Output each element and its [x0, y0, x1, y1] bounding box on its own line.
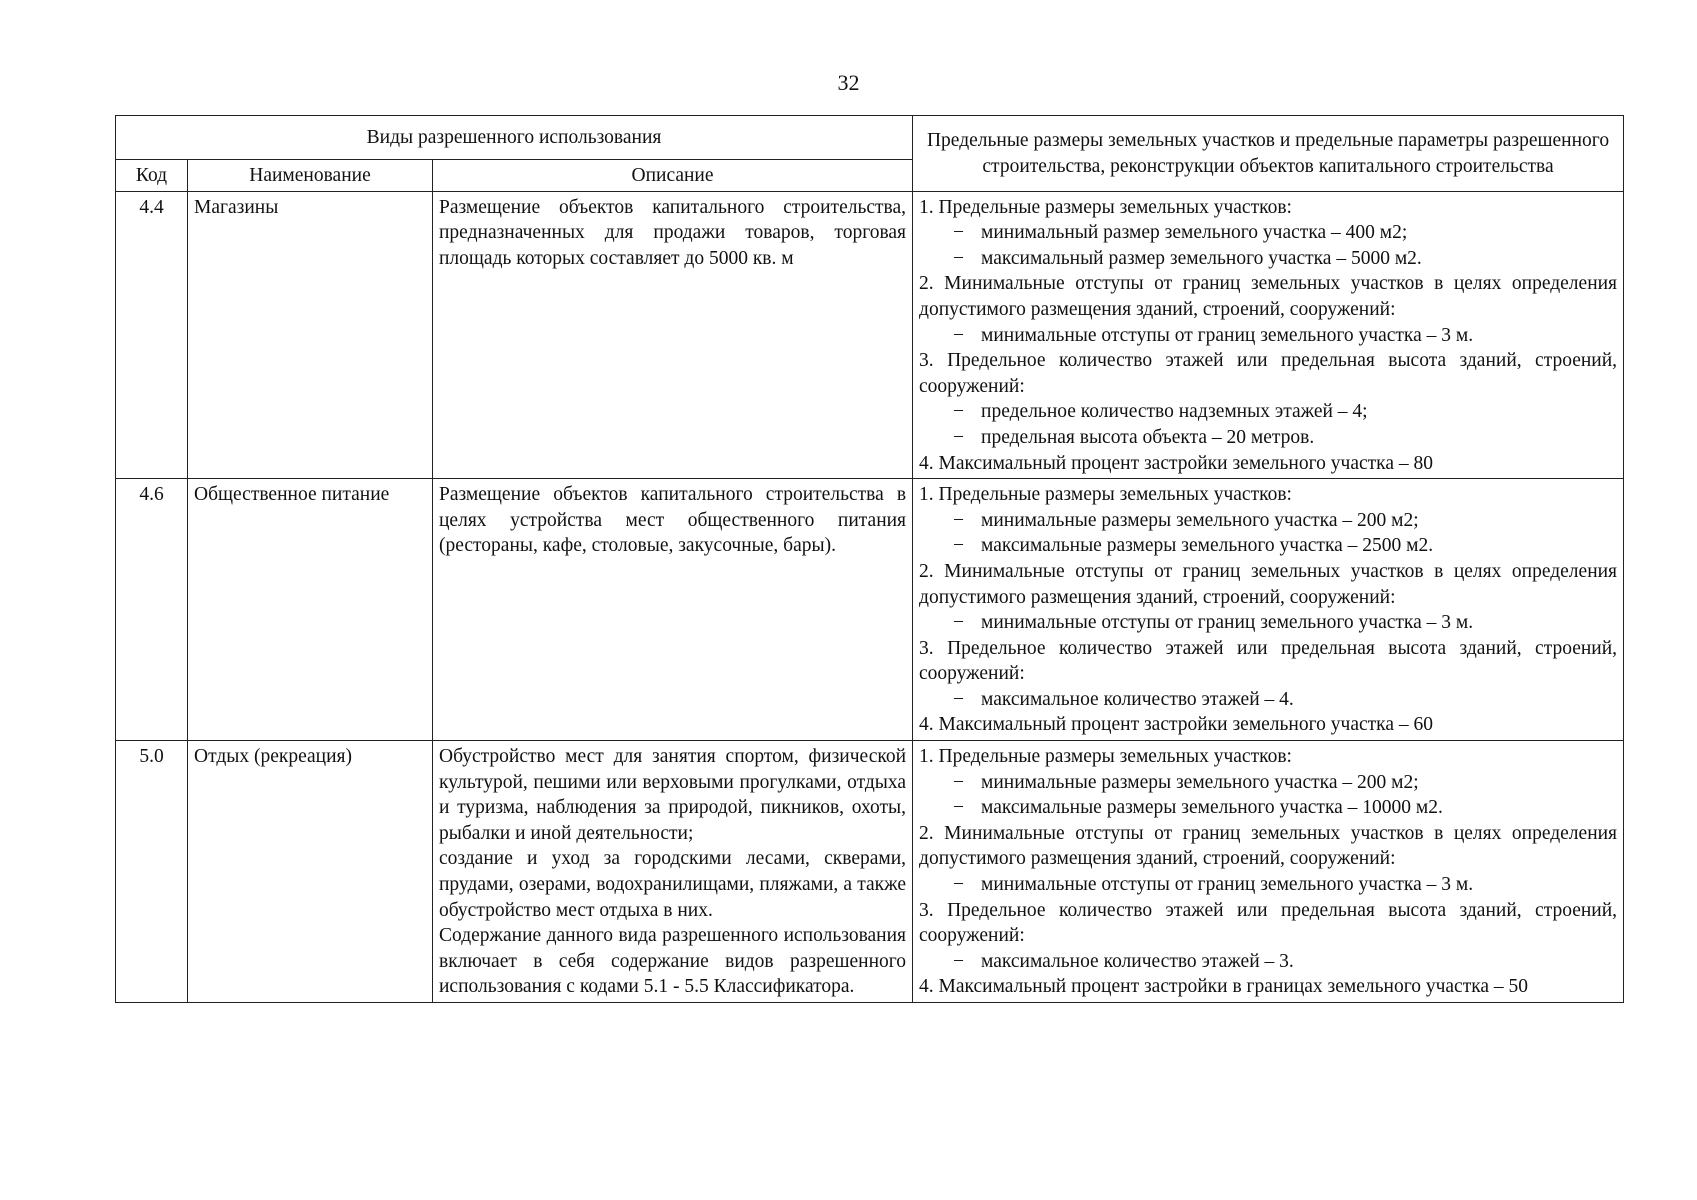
row-code: 5.0	[116, 741, 188, 1003]
param-bullet: − минимальные отступы от границ земельного участка – 3 м.	[919, 872, 1617, 898]
dash-icon: −	[953, 535, 965, 557]
dash-icon: −	[953, 247, 965, 269]
table-row	[116, 741, 1624, 1003]
param-heading: 2. Минимальные отступы от границ земельных участков в целях определения допустимого размещения зданий, строений, сооружений:	[919, 273, 1618, 320]
dash-icon: −	[953, 426, 965, 448]
header-name: Наименование	[188, 160, 433, 192]
dash-icon: −	[953, 771, 965, 793]
dash-icon: −	[953, 222, 965, 244]
param-heading: 4. Максимальный процент застройки земельного участка – 80	[919, 452, 1433, 474]
param-bullet: − максимальный размер земельного участка – 5000 м2.	[919, 246, 1617, 272]
row-name: Отдых (рекреация)	[188, 741, 433, 1003]
param-heading: 1. Предельные размеры земельных участков:	[919, 196, 1292, 218]
param-heading: 3. Предельное количество этажей или предельная высота зданий, строений, сооружений:	[919, 637, 1618, 685]
param-bullet: − минимальные отступы от границ земельного участка – 3 м.	[919, 610, 1617, 636]
description-paragraph: создание и уход за городскими лесами, скверами, прудами, озерами, водохранилищами, пляжами, а также обустройство мест отдыха в них.	[439, 848, 907, 921]
param-bullet: − минимальные отступы от границ земельного участка – 3 м.	[919, 323, 1617, 349]
description-paragraph: Размещение объектов капитального строительства в целях устройства мест общественного питания (рестораны, кафе, столовые, закусочные, бары).	[439, 484, 907, 557]
param-bullet: − максимальное количество этажей – 4.	[919, 687, 1617, 713]
description-paragraph: Обустройство мест для занятия спортом, физической культурой, пешими или верховыми прогулками, отдыха и туризма, наблюдения за природой, пикников, охоты, рыбалки и иной деятельности;	[439, 746, 907, 844]
param-heading: 3. Предельное количество этажей или предельная высота зданий, строений, сооружений:	[919, 350, 1618, 397]
dash-icon: −	[953, 401, 965, 423]
param-heading: 4. Максимальный процент застройки в границах земельного участка – 50	[919, 976, 1529, 998]
description-paragraph: Содержание данного вида разрешенного использования включает в себя содержание видов разрешенного использования с кодами 5.1 - 5.5 Классификатора.	[439, 925, 907, 998]
header-group-title: Виды разрешенного использования	[116, 116, 913, 160]
header-description: Описание	[433, 160, 913, 192]
row-params	[913, 479, 1624, 741]
param-bullet: − предельная высота объекта – 20 метров.	[919, 425, 1617, 451]
dash-icon: −	[953, 950, 965, 972]
row-description	[433, 191, 913, 479]
row-params	[913, 741, 1624, 1003]
land-use-table	[115, 115, 1624, 1003]
param-heading: 1. Предельные размеры земельных участков:	[919, 484, 1292, 506]
param-heading: 2. Минимальные отступы от границ земельных участков в целях определения допустимого размещения зданий, строений, сооружений:	[919, 822, 1618, 870]
param-bullet: − максимальное количество этажей – 3.	[919, 949, 1617, 975]
param-heading: 4. Максимальный процент застройки земельного участка – 60	[919, 714, 1433, 736]
param-bullet: − максимальные размеры земельного участка – 2500 м2.	[919, 533, 1617, 559]
param-heading: 2. Минимальные отступы от границ земельных участков в целях определения допустимого размещения зданий, строений, сооружений:	[919, 560, 1618, 608]
page-number: 32	[837, 70, 860, 95]
row-name: Магазины	[188, 191, 433, 479]
row-name: Общественное питание	[188, 479, 433, 741]
dash-icon: −	[953, 324, 965, 346]
description-paragraph: Размещение объектов капитального строительства, предназначенных для продажи товаров, торговая площадь которых составляет до 5000 кв. м	[439, 196, 907, 269]
table-row	[116, 191, 1624, 479]
dash-icon: −	[953, 509, 965, 531]
param-heading: 1. Предельные размеры земельных участков:	[919, 746, 1292, 768]
param-bullet: − минимальный размер земельного участка – 400 м2;	[919, 220, 1617, 246]
row-description	[433, 741, 913, 1003]
dash-icon: −	[953, 688, 965, 710]
param-bullet: − минимальные размеры земельного участка – 200 м2;	[919, 770, 1617, 796]
dash-icon: −	[953, 612, 965, 634]
dash-icon: −	[953, 874, 965, 896]
header-params: Предельные размеры земельных участков и предельные параметры разрешенного строительства, реконструкции объектов капитального строительства	[913, 116, 1624, 192]
param-bullet: − максимальные размеры земельного участка – 10000 м2.	[919, 795, 1617, 821]
table-row	[116, 479, 1624, 741]
dash-icon: −	[953, 797, 965, 819]
row-description	[433, 479, 913, 741]
row-code: 4.6	[116, 479, 188, 741]
header-code: Код	[116, 160, 188, 192]
row-code: 4.4	[116, 191, 188, 479]
row-params	[913, 191, 1624, 479]
param-bullet: − предельное количество надземных этажей – 4;	[919, 399, 1617, 425]
param-heading: 3. Предельное количество этажей или предельная высота зданий, строений, сооружений:	[919, 899, 1618, 947]
param-bullet: − минимальные размеры земельного участка – 200 м2;	[919, 508, 1617, 534]
